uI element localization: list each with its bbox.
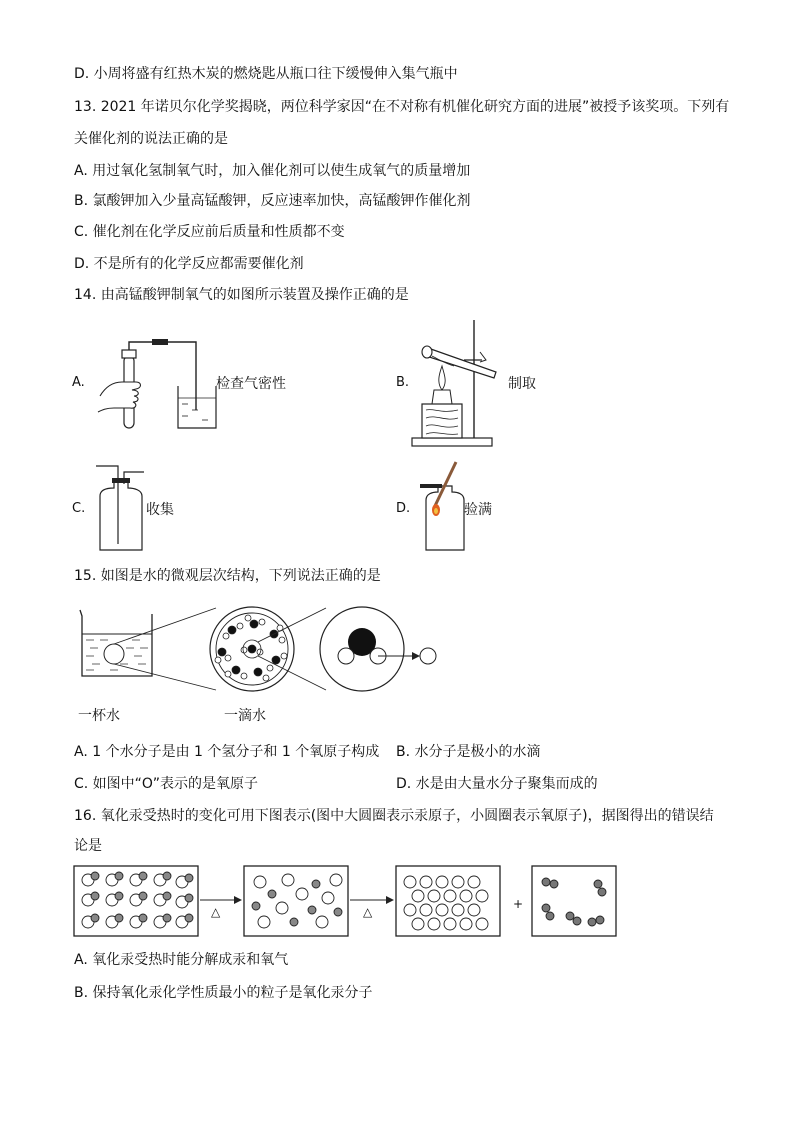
q14-option-d-caption: 验满 [464, 502, 492, 518]
q15-option-a: A. 1 个水分子是由 1 个氢分子和 1 个氧原子构成 [74, 744, 380, 760]
water-micro-structure-figure [76, 600, 436, 696]
q14-option-c-letter: C. [72, 501, 86, 516]
q16-option-a: A. 氧化汞受热时能分解成汞和氧气 [74, 952, 289, 968]
q14-option-a-caption: 检查气密性 [216, 376, 286, 392]
q13-option-b: B. 氯酸钾加入少量高锰酸钾，反应速率加快，高锰酸钾作催化剂 [74, 193, 471, 209]
plus-symbol: + [513, 897, 524, 911]
heating-apparatus-figure [410, 316, 506, 448]
airtightness-check-figure [92, 338, 222, 430]
heat-symbol-2: △ [363, 905, 373, 919]
q14-option-d-letter: D. [396, 501, 411, 516]
q14-option-b-letter: B. [396, 375, 410, 390]
q13-option-a: A. 用过氧化氢制氧气时，加入催化剂可以使生成氧气的质量增加 [74, 163, 471, 179]
q16-stem-line2: 论是 [74, 838, 102, 854]
q13-option-c: C. 催化剂在化学反应前后质量和性质都不变 [74, 224, 345, 240]
heat-symbol-1: △ [211, 905, 221, 919]
q13-option-d: D. 不是所有的化学反应都需要催化剂 [74, 256, 304, 272]
q13-stem-line2: 关催化剂的说法正确的是 [74, 131, 228, 147]
q14-option-b-caption: 制取 [508, 376, 536, 392]
q14-option-c-caption: 收集 [146, 502, 174, 518]
q12-option-d: D. 小周将盛有红热木炭的燃烧匙从瓶口往下缓慢伸入集气瓶中 [74, 66, 458, 82]
q14-stem: 14. 由高锰酸钾制氧气的如图所示装置及操作正确的是 [74, 287, 409, 303]
q15-option-b: B. 水分子是极小的水滴 [396, 744, 541, 760]
q15-option-d: D. 水是由大量水分子聚集而成的 [396, 776, 598, 792]
q16-option-b: B. 保持氧化汞化学性质最小的粒子是氧化汞分子 [74, 985, 373, 1001]
q15-label-cup: 一杯水 [78, 708, 120, 724]
q16-stem-line1: 16. 氧化汞受热时的变化可用下图表示(图中大圆圈表示汞原子，小圆圈表示氧原子)，据图得出的错误结 [74, 808, 714, 824]
oxygen-full-test-figure [418, 460, 468, 552]
q14-option-a-letter: A. [72, 375, 85, 390]
mercury-oxide-decomposition-figure [72, 864, 620, 938]
q15-stem: 15. 如图是水的微观层次结构，下列说法正确的是 [74, 568, 381, 584]
gas-collection-bottle-figure [94, 462, 146, 552]
q15-option-c: C. 如图中“O”表示的是氧原子 [74, 776, 258, 792]
q15-label-drop: 一滴水 [224, 708, 266, 724]
q13-stem-line1: 13. 2021 年诺贝尔化学奖揭晓，两位科学家因“在不对称有机催化研究方面的进展”被授予该奖项。下列有 [74, 99, 730, 115]
